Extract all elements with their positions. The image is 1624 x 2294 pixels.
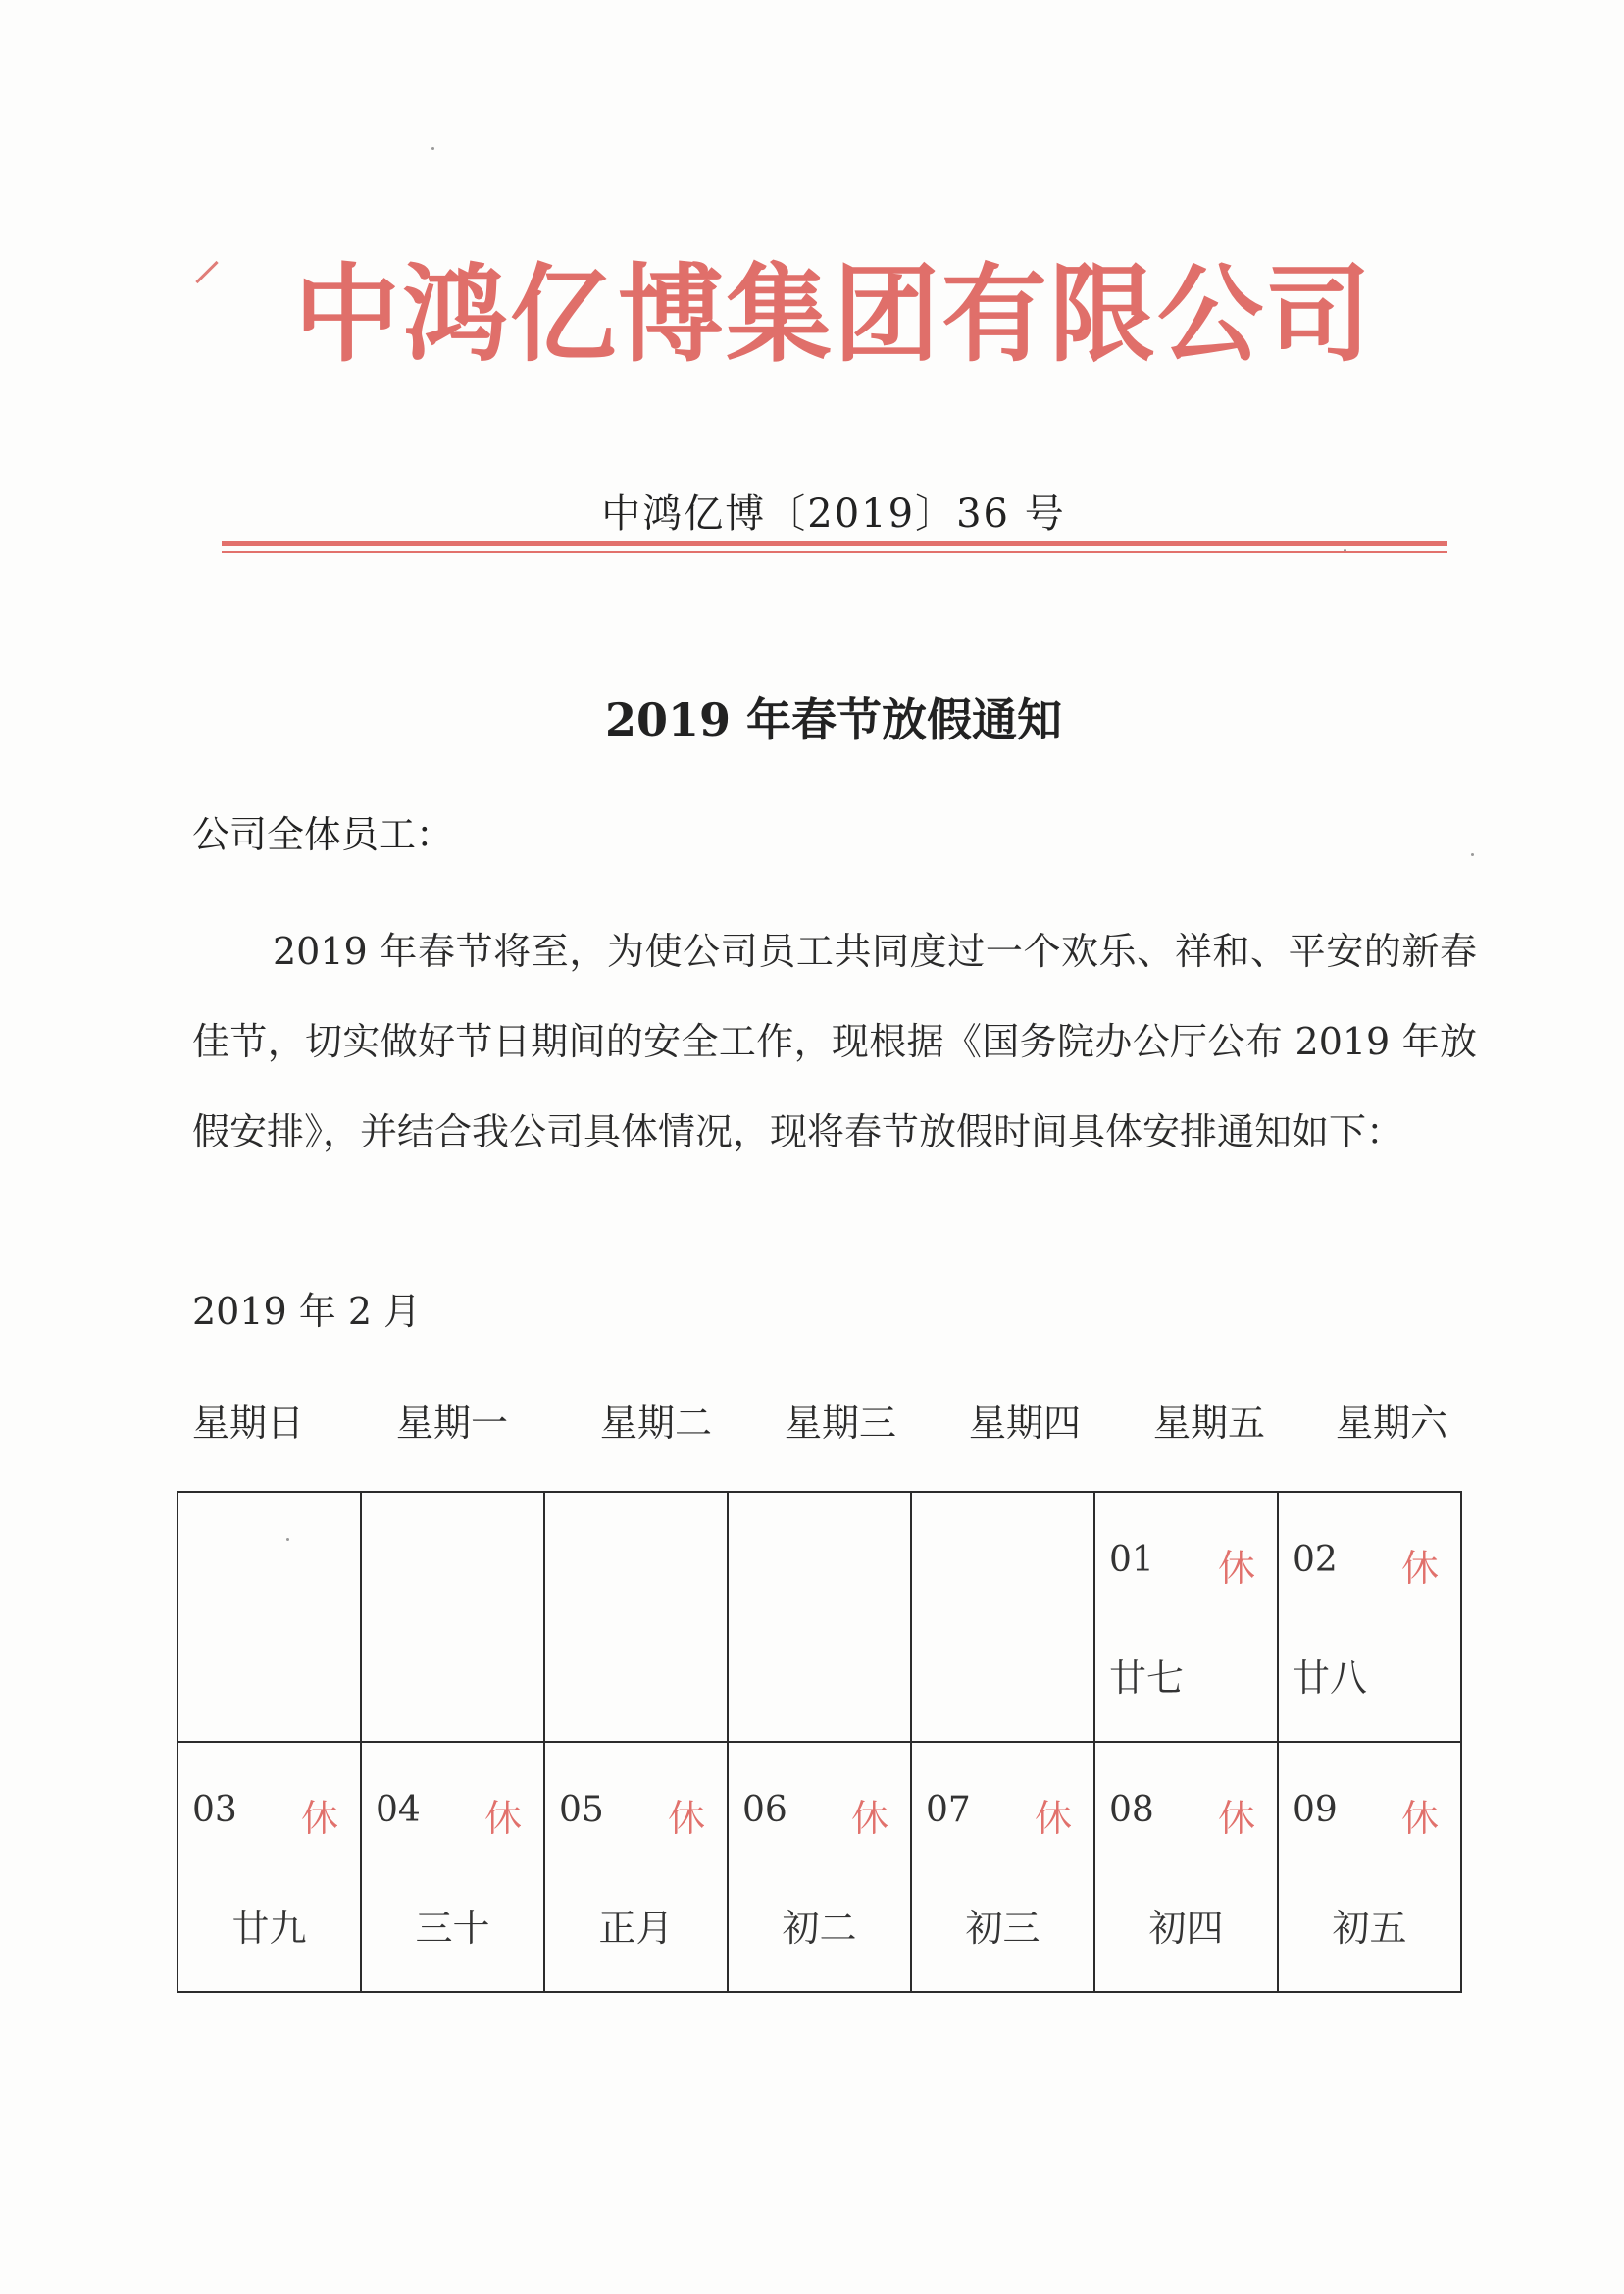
company-masthead: 中鸿亿博集团有限公司 bbox=[293, 254, 1373, 377]
rest-day-badge: 休 bbox=[850, 1797, 888, 1840]
calendar-week-row bbox=[178, 1742, 1461, 1992]
rest-day-badge: 休 bbox=[300, 1797, 338, 1840]
lunar-date: 三十 bbox=[415, 1907, 490, 1950]
day-number: 03 bbox=[192, 1790, 237, 1830]
day-number: 02 bbox=[1293, 1540, 1338, 1580]
calendar-cell bbox=[361, 1742, 544, 1992]
rest-day-badge: 休 bbox=[1217, 1547, 1255, 1590]
header-divider-thick bbox=[222, 541, 1447, 546]
calendar-cell bbox=[1278, 1742, 1461, 1992]
calendar-month-label: 2019 年 2 月 bbox=[192, 1290, 422, 1333]
lunar-date: 廿九 bbox=[231, 1907, 307, 1950]
weekday-thursday: 星期四 bbox=[969, 1402, 1082, 1445]
lunar-date: 廿八 bbox=[1293, 1657, 1368, 1700]
calendar-cell bbox=[1278, 1492, 1461, 1742]
day-number: 08 bbox=[1109, 1790, 1154, 1830]
calendar-cell bbox=[728, 1742, 911, 1992]
weekday-monday: 星期一 bbox=[396, 1402, 509, 1445]
weekday-header-row bbox=[192, 1393, 1467, 1452]
lunar-date: 廿七 bbox=[1109, 1657, 1185, 1700]
day-number: 09 bbox=[1293, 1790, 1338, 1830]
rest-day-badge: 休 bbox=[1400, 1547, 1439, 1590]
rest-day-badge: 休 bbox=[483, 1797, 522, 1840]
holiday-calendar bbox=[177, 1491, 1462, 1993]
day-number: 05 bbox=[559, 1790, 604, 1830]
lunar-date: 初二 bbox=[782, 1907, 857, 1950]
calendar-cell bbox=[544, 1742, 728, 1992]
calendar-week-row bbox=[178, 1492, 1461, 1742]
day-number: 04 bbox=[376, 1790, 421, 1830]
calendar-cell-empty bbox=[728, 1492, 911, 1742]
weekday-saturday: 星期六 bbox=[1336, 1402, 1448, 1445]
notice-body: 2019 年春节将至，为使公司员工共同度过一个欢乐、祥和、平安的新春佳节，切实做好节日期间的安全工作，现根据《国务院办公厅公布 2019 年放假安排》，并结合我公司具体情况，现将春节放假时间具体安排通知如下： bbox=[192, 930, 1477, 1153]
calendar-cell-empty bbox=[178, 1492, 361, 1742]
weekday-wednesday: 星期三 bbox=[785, 1402, 897, 1445]
scan-speck bbox=[286, 1538, 289, 1541]
notice-title: 2019 年春节放假通知 bbox=[604, 693, 1063, 746]
scan-speck bbox=[1471, 853, 1474, 856]
day-number: 01 bbox=[1109, 1540, 1154, 1580]
rest-day-badge: 休 bbox=[1400, 1797, 1439, 1840]
header-divider-thin bbox=[222, 551, 1447, 553]
weekday-sunday: 星期日 bbox=[192, 1402, 305, 1445]
calendar-cell bbox=[178, 1742, 361, 1992]
rest-day-badge: 休 bbox=[667, 1797, 705, 1840]
weekday-tuesday: 星期二 bbox=[600, 1402, 713, 1445]
lunar-date: 初三 bbox=[965, 1907, 1040, 1950]
scan-artifact bbox=[195, 261, 218, 283]
calendar-cell bbox=[1094, 1742, 1278, 1992]
day-number: 07 bbox=[926, 1790, 971, 1830]
weekday-friday: 星期五 bbox=[1153, 1402, 1266, 1445]
calendar-cell-empty bbox=[361, 1492, 544, 1742]
scan-speck bbox=[431, 147, 434, 150]
calendar-cell-empty bbox=[911, 1492, 1094, 1742]
document-number: 中鸿亿博〔2019〕36 号 bbox=[601, 491, 1066, 536]
rest-day-badge: 休 bbox=[1034, 1797, 1072, 1840]
salutation: 公司全体员工： bbox=[192, 813, 454, 856]
calendar-cell bbox=[1094, 1492, 1278, 1742]
lunar-date: 正月 bbox=[598, 1907, 674, 1950]
day-number: 06 bbox=[742, 1790, 787, 1830]
lunar-date: 初五 bbox=[1332, 1907, 1407, 1950]
calendar-cell bbox=[911, 1742, 1094, 1992]
calendar-cell-empty bbox=[544, 1492, 728, 1742]
lunar-date: 初四 bbox=[1148, 1907, 1224, 1950]
rest-day-badge: 休 bbox=[1217, 1797, 1255, 1840]
